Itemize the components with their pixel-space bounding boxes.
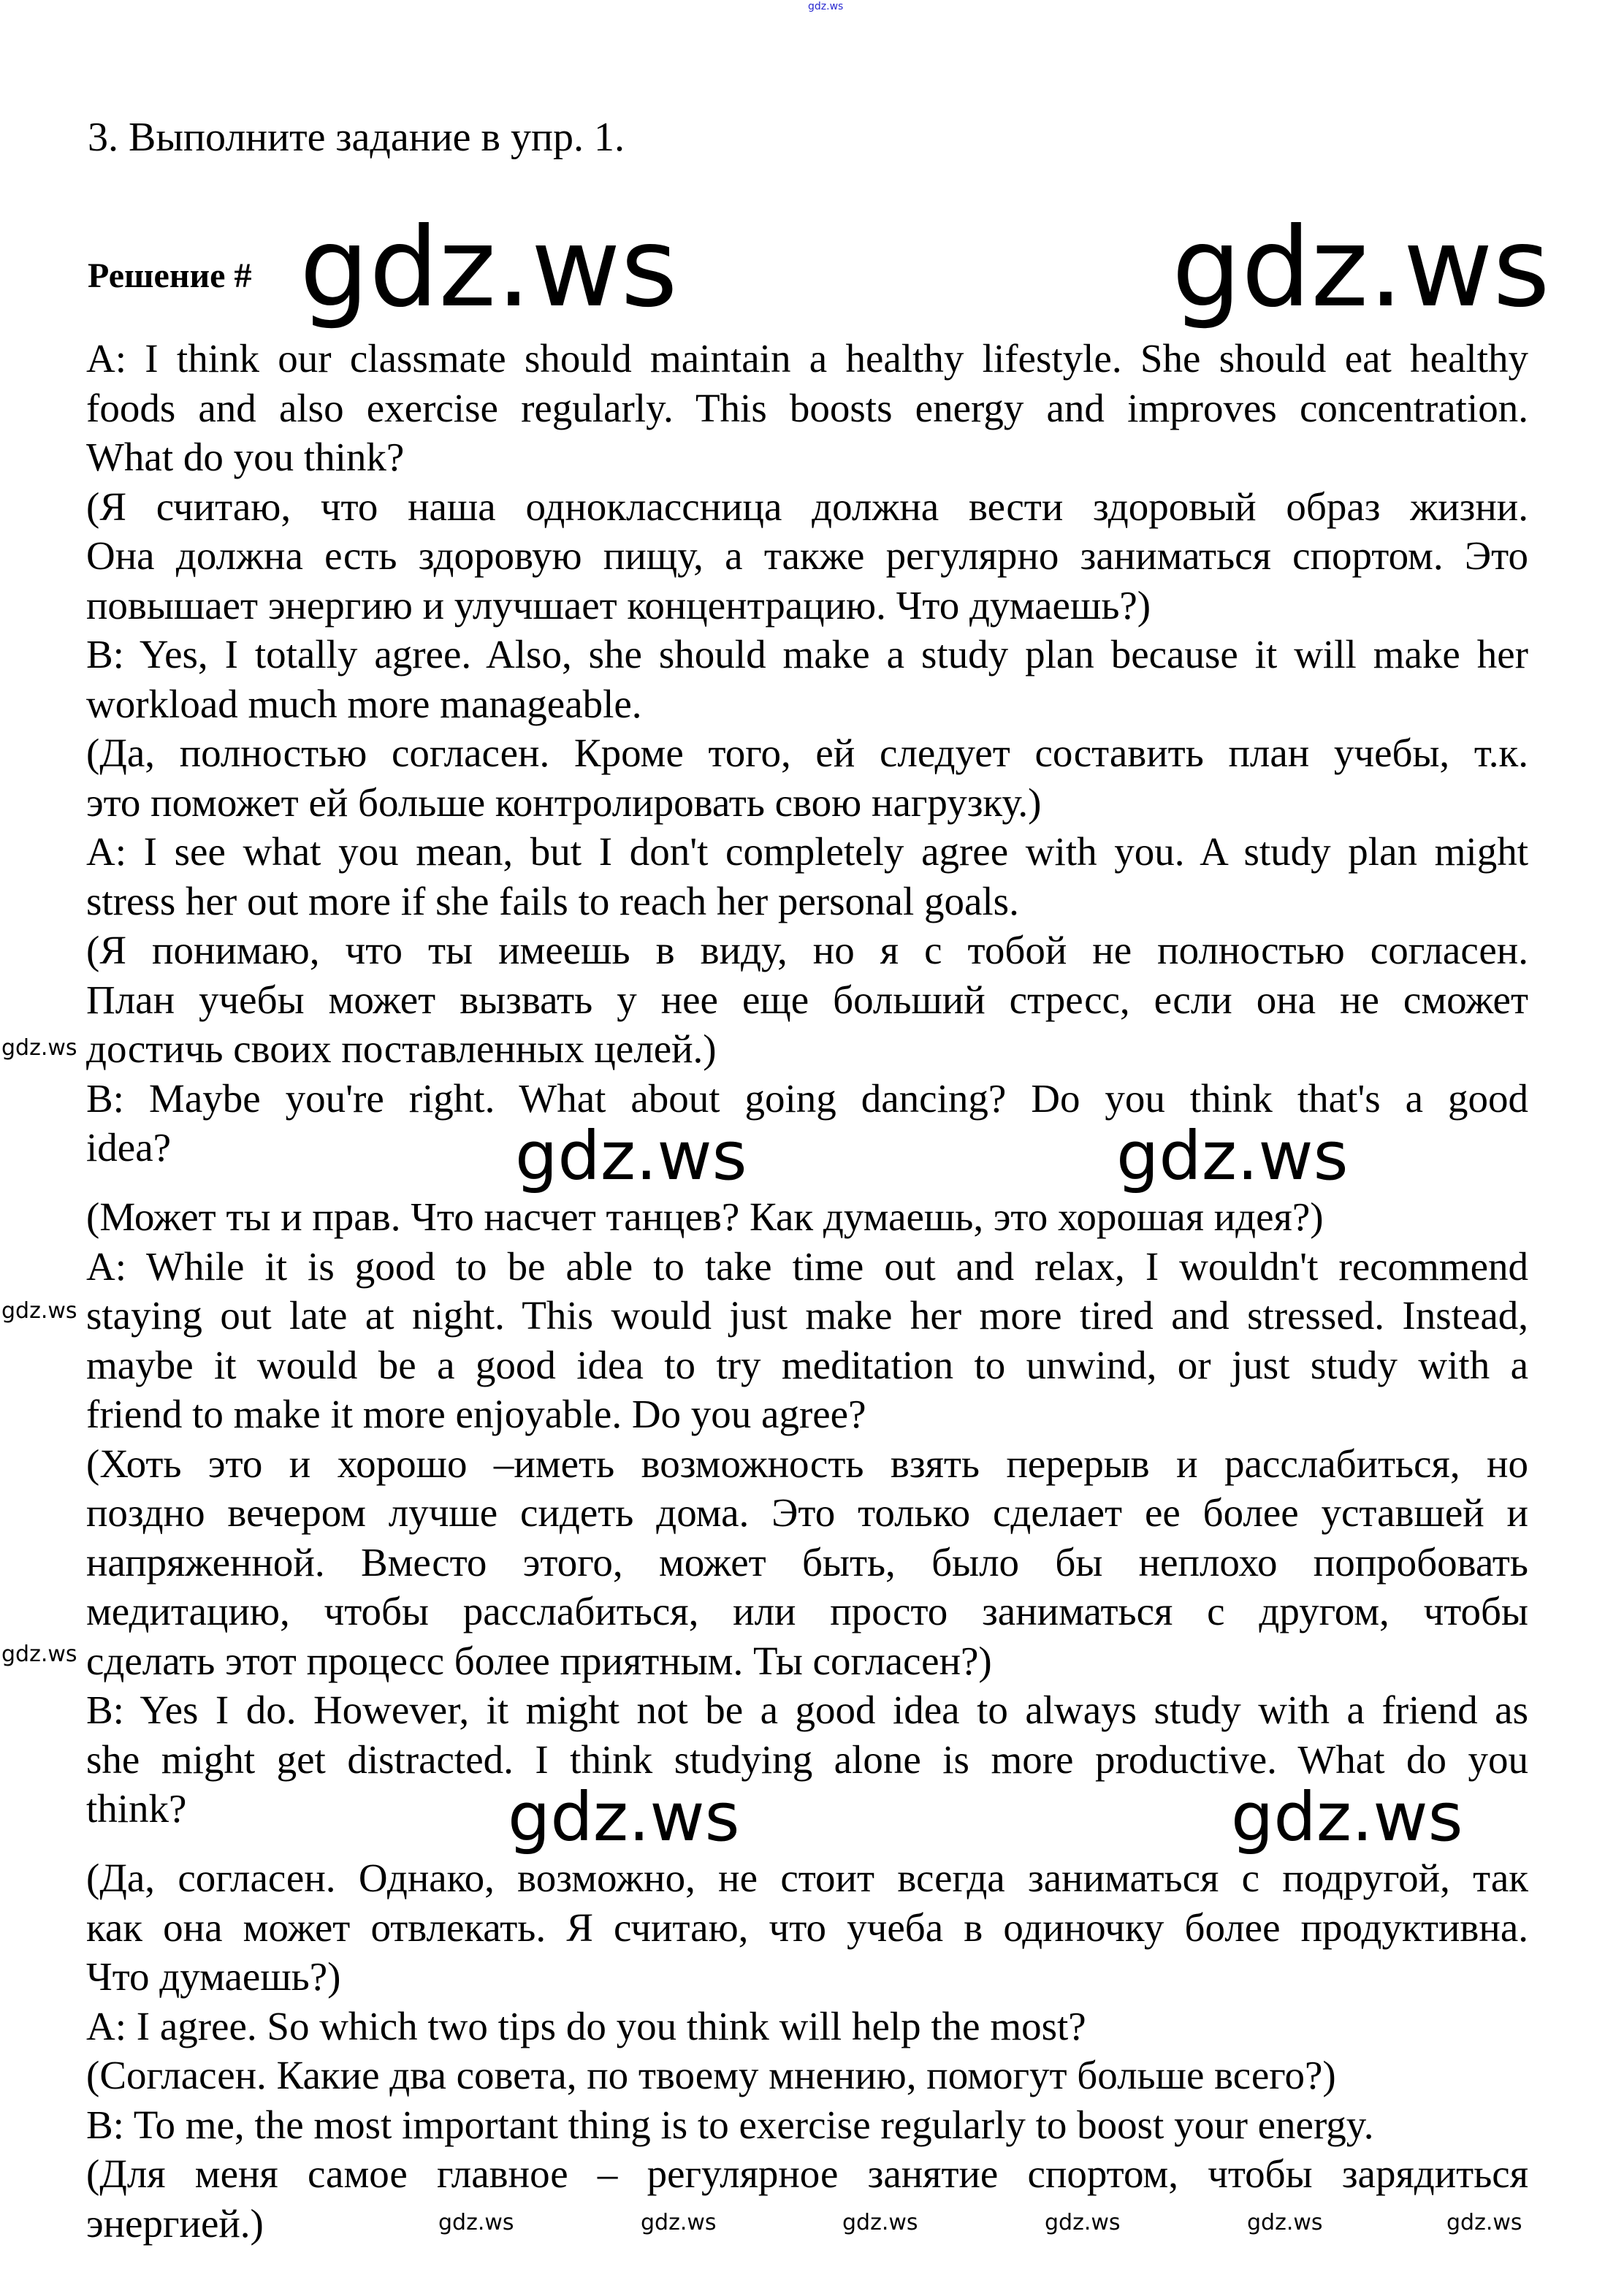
watermark-small: gdz.ws (641, 2210, 717, 2235)
text-line: maybe it would be a good idea to try meditation to unwind, or just study with a (86, 1342, 1528, 1387)
text-line: workload much more manageable. (86, 681, 642, 726)
watermark-small: gdz.ws (842, 2210, 918, 2235)
text-line: friend to make it more enjoyable. Do you agree? (86, 1392, 866, 1436)
text-line: (Хоть это и хорошо –иметь возможность взять перерыв и расслабиться, но (86, 1441, 1528, 1486)
text-line: (Я считаю, что наша одноклассница должна вести здоровый образ жизни. (86, 484, 1528, 529)
text-line: A: I agree. So which two tips do you think will help the most? (86, 2003, 1086, 2048)
text-line: (Я понимаю, что ты имеешь в виду, но я с тобой не полностью согласен. (86, 928, 1528, 972)
watermark: gdz.ws (515, 1117, 747, 1195)
watermark-small: gdz.ws (1045, 2210, 1121, 2235)
watermark-small: gdz.ws (1, 1035, 77, 1061)
text-line: What do you think? (86, 435, 405, 479)
text-line: (Для меня самое главное – регулярное занятие спортом, чтобы зарядиться (86, 2151, 1528, 2196)
text-line: энергией.) (86, 2200, 264, 2246)
text-line: повышает энергию и улучшает концентрацию. Что думаешь?) (86, 582, 1151, 628)
text-line: stress her out more if she fails to reach her personal goals. (86, 878, 1019, 923)
text-line: (Согласен. Какие два совета, по твоему мнению, помогут больше всего?) (86, 2053, 1336, 2097)
text-line: she might get distracted. I think studying alone is more productive. What do you (86, 1736, 1528, 1782)
task-title: 3. Выполните задание в упр. 1. (88, 115, 625, 160)
text-line: это поможет ей больше контролировать свою нагрузку.) (86, 779, 1042, 825)
watermark-top: gdz.ws (808, 1, 844, 12)
text-line: поздно вечером лучше сидеть дома. Это только сделает ее более уставшей и (86, 1490, 1528, 1535)
text-line: (Может ты и прав. Что насчет танцев? Как думаешь, это хорошая идея?) (86, 1194, 1324, 1239)
text-line: медитацию, чтобы расслабиться, или просто заниматься с другом, чтобы (86, 1589, 1528, 1633)
text-line: Что думаешь?) (86, 1954, 341, 1999)
watermark: gdz.ws (1231, 1778, 1463, 1856)
text-line: idea? (86, 1125, 172, 1170)
text-line: B: Yes, I totally agree. Also, she should make a study plan because it will make her (86, 632, 1528, 676)
text-line: A: While it is good to be able to take time out and relax, I wouldn't recommend (86, 1243, 1528, 1289)
watermark: gdz.ws (1172, 205, 1550, 332)
watermark: gdz.ws (300, 205, 678, 332)
text-line: сделать этот процесс более приятным. Ты согласен?) (86, 1638, 992, 1683)
text-line: напряженной. Вместо этого, может быть, было бы неплохо попробовать (86, 1539, 1528, 1585)
text-line: staying out late at night. This would just make her more tired and stressed. Instead, (86, 1293, 1528, 1338)
watermark-small: gdz.ws (1, 1642, 77, 1667)
text-line: достичь своих поставленных целей.) (86, 1026, 717, 1071)
solution-label: Решение # (88, 256, 252, 295)
text-line: Она должна есть здоровую пищу, а также регулярно заниматься спортом. Это (86, 533, 1528, 578)
watermark-small: gdz.ws (1446, 2210, 1522, 2235)
watermark-small: gdz.ws (438, 2210, 514, 2235)
text-line: (Да, согласен. Однако, возможно, не стоит всегда заниматься с подругой, так (86, 1856, 1528, 1900)
text-line: A: I see what you mean, but I don't completely agree with you. A study plan might (86, 829, 1528, 874)
watermark: gdz.ws (1116, 1117, 1349, 1195)
watermark-small: gdz.ws (1, 1298, 77, 1324)
text-line: A: I think our classmate should maintain a healthy lifestyle. She should eat healthy (86, 336, 1528, 381)
text-line: foods and also exercise regularly. This boosts energy and improves concentration. (86, 385, 1528, 430)
watermark: gdz.ws (508, 1778, 740, 1856)
text-line: как она может отвлекать. Я считаю, что учеба в одиночку более продуктивна. (86, 1905, 1528, 1950)
text-line: B: Yes I do. However, it might not be a good idea to always study with a friend as (86, 1688, 1528, 1732)
text-line: think? (86, 1786, 187, 1831)
text-line: B: To me, the most important thing is to exercise regularly to boost your energy. (86, 2102, 1374, 2147)
text-line: План учебы может вызвать у нее еще больший стресс, если она не сможет (86, 977, 1528, 1022)
watermark-small: gdz.ws (1247, 2210, 1323, 2235)
text-line: (Да, полностью согласен. Кроме того, ей следует составить план учебы, т.к. (86, 731, 1528, 775)
text-line: B: Maybe you're right. What about going dancing? Do you think that's a good (86, 1075, 1528, 1121)
